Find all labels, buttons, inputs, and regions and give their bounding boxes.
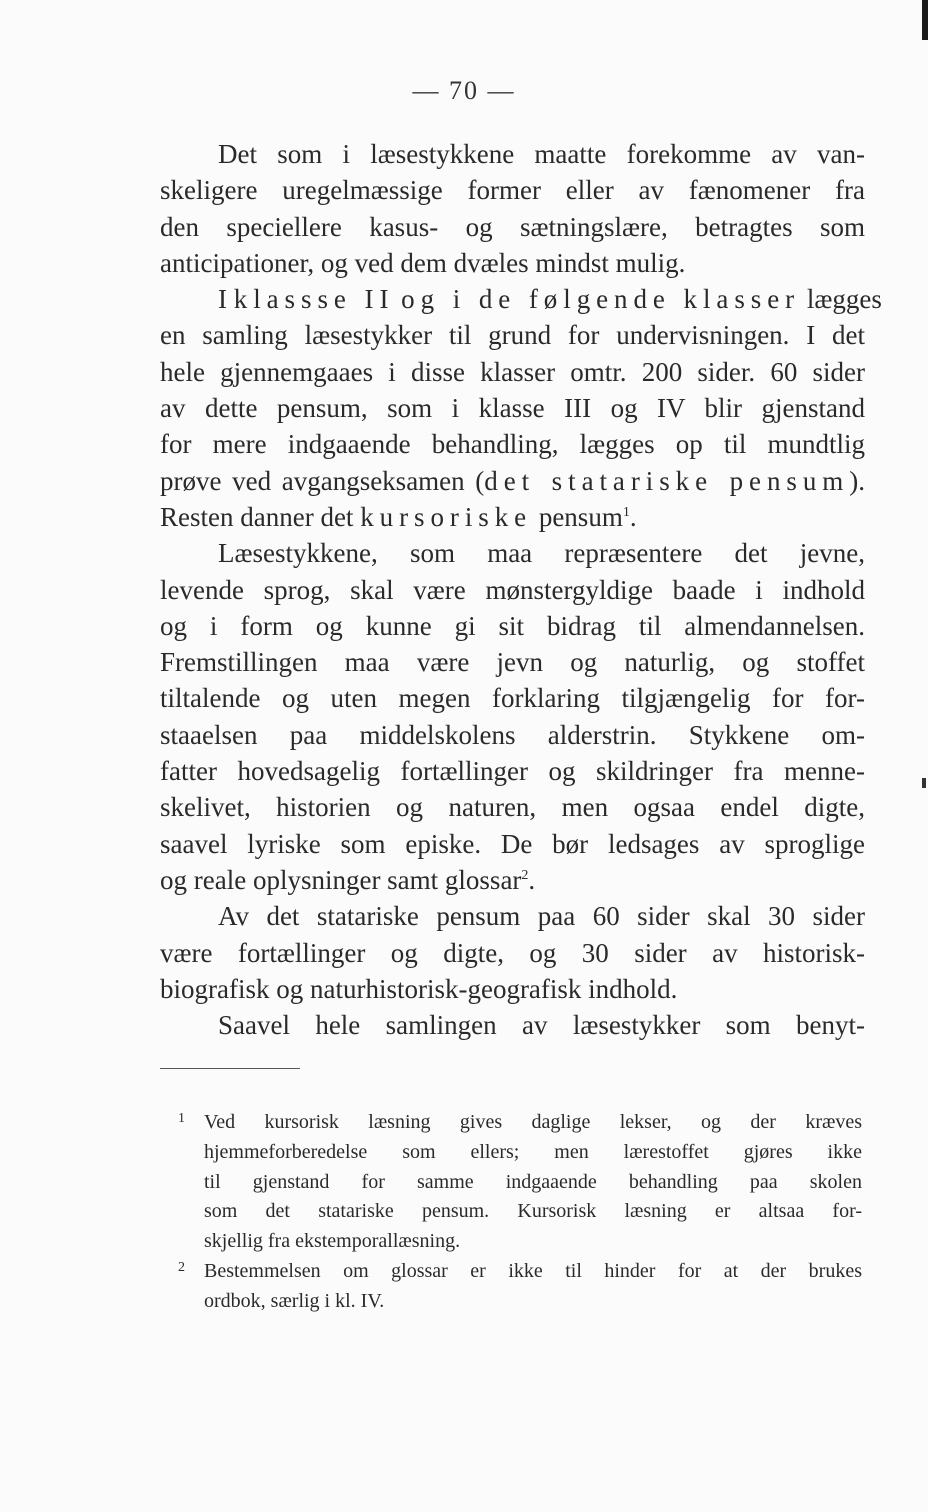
text-line: være fortællinger og digte, og 30 sider av historisk- bbox=[160, 937, 865, 968]
spaced-emphasis: og i de følgende klasser bbox=[401, 284, 801, 315]
footnote-ref: 2 bbox=[521, 867, 529, 883]
text-line: skeligere uregelmæssige former eller av fænomener fra bbox=[160, 175, 865, 206]
footnote-ref: 1 bbox=[622, 504, 630, 520]
text-line: for mere indgaaende behandling, lægges op til mundtlig bbox=[160, 429, 865, 460]
spaced-emphasis: det statariske pensum bbox=[484, 465, 850, 496]
page-number: — 70 — bbox=[412, 76, 516, 105]
text-line: tiltalende og uten megen forklaring tilgjængelig for for- bbox=[160, 683, 865, 714]
text-line bbox=[160, 281, 882, 317]
text-segment: . bbox=[629, 501, 637, 532]
text-line: Læsestykkene, som maa repræsentere det jevne, bbox=[218, 538, 865, 569]
text-line: saavel lyriske som episke. De bør ledsages av sproglige bbox=[160, 828, 865, 859]
footnote-separator bbox=[160, 1068, 300, 1069]
text-line: biografisk og naturhistorisk-geografisk indhold. bbox=[160, 973, 678, 1004]
text-line bbox=[160, 463, 865, 499]
text-line: og i form og kunne gi sit bidrag til almendannelsen. bbox=[160, 610, 865, 641]
footnote-line bbox=[178, 1168, 862, 1198]
text-line: en samling læsestykker til grund for undervisningen. I det bbox=[160, 320, 865, 351]
text-line bbox=[160, 862, 865, 898]
text-segment: og reale oplysninger samt glossar bbox=[160, 864, 522, 895]
scan-edge-dot bbox=[922, 778, 926, 788]
scan-edge-mark bbox=[922, 0, 928, 40]
text-segment: prøve ved avgangseksamen ( bbox=[160, 465, 485, 496]
spaced-emphasis: kursoriske bbox=[360, 501, 533, 532]
footnote-line bbox=[178, 1108, 862, 1138]
body-text bbox=[160, 136, 882, 1043]
footnote-line bbox=[178, 1257, 862, 1287]
text-segment: I bbox=[218, 284, 234, 315]
text-line: Saavel hele samlingen av læsestykker som benyt- bbox=[218, 1010, 865, 1041]
footnote-line bbox=[178, 1197, 862, 1227]
footnote-line bbox=[178, 1138, 862, 1168]
footnote-text: til gjenstand for samme indgaaende behandling paa skolen bbox=[204, 1170, 862, 1193]
footnote-text: Bestemmelsen om glossar er ikke til hinder for at der brukes bbox=[204, 1259, 862, 1282]
footnote-text: ordbok, særlig i kl. IV. bbox=[204, 1289, 385, 1312]
text-segment: lægges bbox=[800, 284, 882, 315]
text-line bbox=[160, 499, 865, 535]
text-line: skelivet, historien og naturen, men ogsaa endel digte, bbox=[160, 792, 865, 823]
text-segment: . bbox=[528, 864, 536, 895]
footnote-text: skjellig fra ekstemporallæsning. bbox=[204, 1230, 461, 1253]
text-line: hele gjennemgaaes i disse klasser omtr. 200 sider. 60 sider bbox=[160, 356, 865, 387]
footnote-line bbox=[178, 1227, 862, 1257]
footnote-text: Ved kursorisk læsning gives daglige lekser, og der kræves bbox=[204, 1111, 862, 1133]
text-segment: ). bbox=[849, 465, 865, 496]
footnote-text: hjemmeforberedelse som ellers; men lærestoffet gjøres ikke bbox=[204, 1140, 862, 1163]
footnote-line bbox=[178, 1287, 862, 1317]
text-line: fatter hovedsagelig fortællinger og skildringer fra menne- bbox=[160, 756, 865, 787]
footnote-number: 1 bbox=[178, 1111, 185, 1126]
text-line: anticipationer, og ved dem dvæles mindst mulig. bbox=[160, 247, 686, 278]
text-line: Det som i læsestykkene maatte forekomme av van- bbox=[218, 139, 865, 169]
text-line: Av det statariske pensum paa 60 sider skal 30 sider bbox=[218, 901, 865, 932]
text-line: Fremstillingen maa være jevn og naturlig, og stoffet bbox=[160, 647, 865, 678]
text-line: av dette pensum, som i klasse III og IV blir gjenstand bbox=[160, 393, 865, 424]
spaced-emphasis: klassse II bbox=[233, 284, 395, 315]
footnote-number: 2 bbox=[178, 1259, 185, 1275]
footnotes bbox=[178, 1108, 862, 1317]
text-segment: Resten danner det bbox=[160, 501, 361, 532]
text-line: staaelsen paa middelskolens alderstrin. Stykkene om- bbox=[160, 719, 865, 750]
footnote-text: som det statariske pensum. Kursorisk læsning er altsaa for- bbox=[204, 1200, 862, 1223]
text-line: levende sprog, skal være mønstergyldige baade i indhold bbox=[160, 574, 865, 605]
text-segment: pensum bbox=[532, 501, 623, 532]
text-line: den speciellere kasus- og sætningslære, betragtes som bbox=[160, 211, 865, 242]
